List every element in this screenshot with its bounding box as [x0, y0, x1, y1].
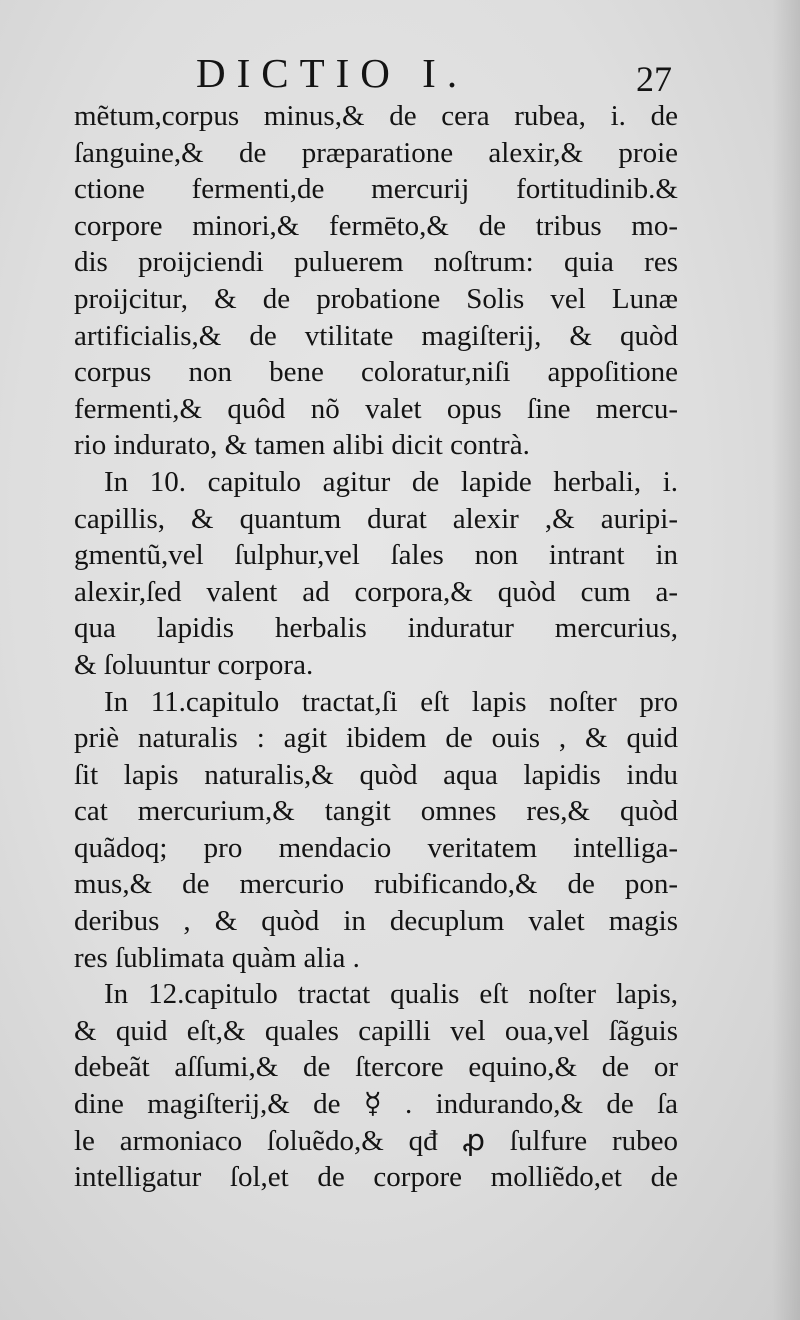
text-line: priè naturalis : agit ibidem de ouis , & quid	[74, 722, 678, 755]
text-line: deribus , & quòd in decuplum valet magis	[74, 905, 678, 938]
paragraph	[74, 976, 678, 1196]
text-line: debeãt aſſumi,& de ſtercore equino,& de or	[74, 1051, 678, 1084]
text-line: ctione fermenti,de mercurij fortitudinib.&	[74, 173, 678, 206]
text-line: & quid eſt,& quales capilli vel oua,vel ſãguis	[74, 1014, 678, 1047]
paragraph	[74, 98, 678, 464]
page-header	[0, 48, 800, 98]
text-line: In 10. capitulo agitur de lapide herbali, i.	[104, 465, 678, 498]
text-line: fermenti,& quôd nõ valet opus ſine mercu-	[74, 392, 678, 425]
text-line: qua lapidis herbalis induratur mercurius,	[74, 612, 678, 645]
text-line: dis proijciendi puluerem noſtrum: quia res	[74, 246, 678, 279]
text-line: ſanguine,& de præparatione alexir,& proie	[74, 136, 678, 169]
text-line: artificialis,& de vtilitate magiſterij, & quòd	[74, 319, 678, 352]
text-line: le armoniaco ſoluẽdo,& qđ ꝓ ſulfure rubeo	[74, 1124, 678, 1157]
text-line: quãdoq; pro mendacio veritatem intelliga-	[74, 831, 678, 864]
text-line: & ſoluuntur corpora.	[74, 648, 314, 681]
body-text	[74, 98, 678, 1196]
text-line: In 11.capitulo tractat,ſi eſt lapis noſter pro	[104, 685, 678, 718]
text-line: intelligatur ſol,et de corpore molliẽdo,et de	[74, 1161, 678, 1194]
page-edge-shadow	[772, 0, 800, 1320]
text-line: rio indurato, & tamen alibi dicit contrà.	[74, 429, 530, 462]
text-line: capillis, & quantum durat alexir ,& auripi-	[74, 502, 678, 535]
text-line: gmentũ,vel ſulphur,vel ſales non intrant in	[74, 539, 678, 572]
paragraph	[74, 684, 678, 977]
text-line: corpus non bene coloratur,niſi appoſitione	[74, 356, 678, 389]
text-line: res ſublimata quàm alia .	[74, 941, 360, 974]
text-line: proijcitur, & de probatione Solis vel Lunæ	[74, 282, 678, 315]
running-head: DICTIO I.	[196, 50, 469, 96]
page-number: 27	[636, 59, 672, 99]
text-line: cat mercurium,& tangit omnes res,& quòd	[74, 795, 678, 828]
text-line: corpore minori,& fermēto,& de tribus mo-	[74, 209, 678, 242]
paragraph	[74, 464, 678, 684]
text-line: dine magiſterij,& de ☿ . indurando,& de ſa	[74, 1088, 678, 1121]
text-line: ſit lapis naturalis,& quòd aqua lapidis indu	[74, 758, 678, 791]
text-line: mẽtum,corpus minus,& de cera rubea, i. de	[74, 100, 678, 132]
text-line: In 12.capitulo tractat qualis eſt noſter lapis,	[104, 978, 678, 1011]
text-line: alexir,ſed valent ad corpora,& quòd cum a-	[74, 575, 678, 608]
text-line: mus,& de mercurio rubificando,& de pon-	[74, 868, 678, 901]
